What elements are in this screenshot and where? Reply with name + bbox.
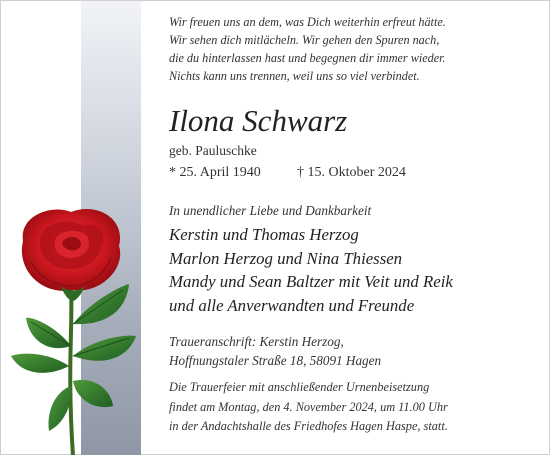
address-line: Hoffnungstaler Straße 18, 58091 Hagen bbox=[169, 353, 382, 368]
mourner-line: und alle Anverwandten und Freunde bbox=[169, 295, 415, 315]
mourners-list bbox=[169, 223, 539, 317]
poem-line: Nichts kann uns trennen, weil uns so viel verbindet. bbox=[169, 69, 420, 83]
maiden-name: geb. Pauluschke bbox=[169, 143, 257, 158]
ceremony-notice bbox=[169, 378, 539, 437]
poem-line: Wir freuen uns an dem, was Dich weiterhin erfreut hätte. bbox=[169, 15, 446, 29]
mourning-address bbox=[169, 332, 539, 370]
birth-date: * 25. April 1940 bbox=[169, 165, 261, 180]
mourner-line: Marlon Herzog und Nina Thiessen bbox=[169, 248, 403, 268]
deceased-name: Ilona Schwarz bbox=[169, 103, 348, 138]
ceremony-line: Die Trauerfeier mit anschließender Urnenbeisetzung bbox=[169, 380, 430, 394]
mourners-intro: In unendlicher Liebe und Dankbarkeit bbox=[169, 203, 372, 218]
poem bbox=[169, 13, 539, 85]
poem-line: Wir sehen dich mitlächeln. Wir gehen den Spuren nach, bbox=[169, 33, 440, 47]
ceremony-line: in der Andachtshalle des Friedhofes Hagen Haspe, statt. bbox=[169, 419, 448, 433]
red-rose-icon bbox=[1, 206, 151, 455]
mourner-line: Mandy und Sean Baltzer mit Veit und Reik bbox=[169, 272, 453, 291]
address-line: Traueranschrift: Kerstin Herzog, bbox=[169, 334, 344, 349]
death-date: † 15. Oktober 2024 bbox=[297, 165, 406, 180]
mourner-line: Kerstin und Thomas Herzog bbox=[169, 225, 359, 244]
poem-line: die du hinterlassen hast und begegnen dir immer wieder. bbox=[169, 51, 446, 65]
ceremony-line: findet am Montag, den 4. November 2024, um 11.00 Uhr bbox=[169, 399, 448, 414]
